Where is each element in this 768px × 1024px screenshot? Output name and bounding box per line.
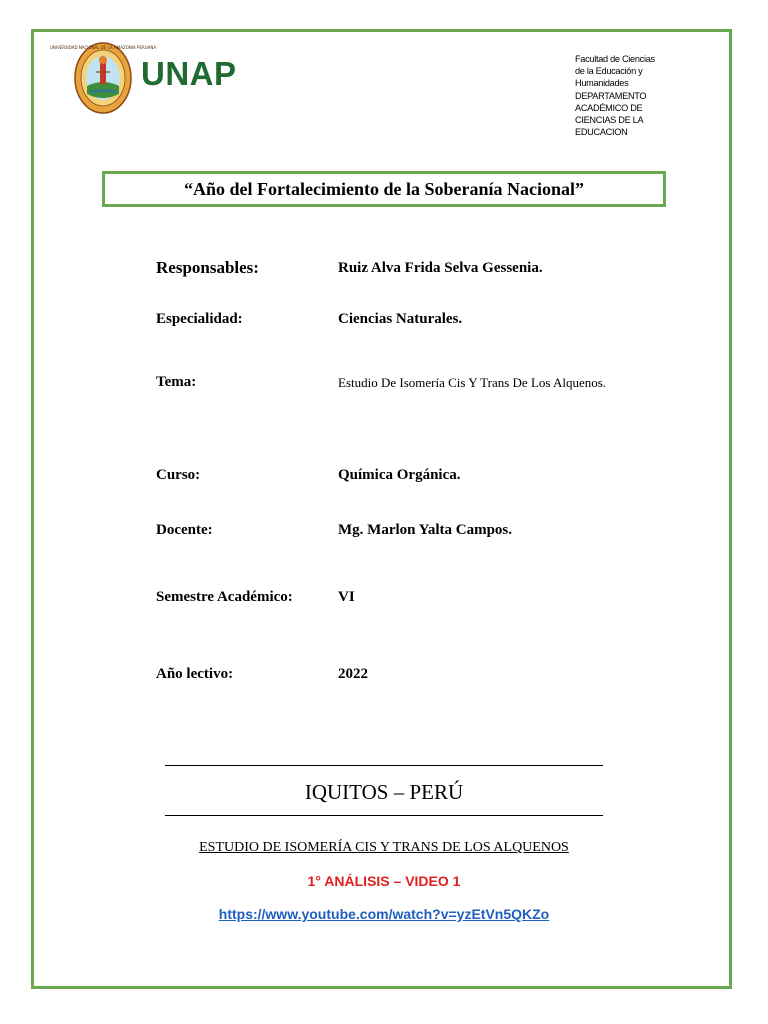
anio-lectivo-value: 2022	[338, 666, 368, 682]
faculty-line: de la Educación y	[575, 66, 643, 77]
faculty-line: CIENCIAS DE LA	[575, 115, 644, 126]
semestre-value: VI	[338, 589, 355, 605]
university-seal-icon	[49, 42, 157, 114]
tema-value: Estudio De Isomería Cis Y Trans De Los Alquenos.	[338, 375, 607, 390]
curso-label: Curso:	[156, 467, 201, 483]
city-title: IQUITOS – PERÚ	[304, 780, 464, 804]
responsables-label: Responsables:	[156, 258, 259, 277]
responsables-value: Ruiz Alva Frida Selva Gessenia.	[338, 260, 543, 276]
faculty-line: DEPARTAMENTO	[575, 90, 647, 101]
analysis-title: 1° ANÁLISIS – VIDEO 1	[307, 873, 461, 889]
especialidad-label: Especialidad:	[156, 311, 243, 327]
semestre-label: Semestre Académico:	[156, 589, 293, 605]
especialidad-value: Ciencias Naturales.	[338, 311, 463, 327]
video-link[interactable]	[0, 906, 768, 922]
docente-label: Docente:	[156, 522, 213, 538]
svg-text:UNIVERSIDAD NACIONAL DE LA AMA: UNIVERSIDAD NACIONAL DE LA AMAZONIA PERUANA	[49, 45, 157, 50]
subject-title	[0, 840, 768, 856]
motto-box: “Año del Fortalecimiento de la Soberanía Nacional”	[102, 171, 666, 207]
tema-label: Tema:	[156, 374, 197, 390]
faculty-line: Humanidades	[575, 78, 629, 89]
faculty-line: Facultad de Ciencias	[575, 54, 655, 64]
divider-bottom	[165, 815, 603, 816]
divider-top	[165, 765, 603, 766]
video-link-text[interactable]: https://www.youtube.com/watch?v=yzEtVn5QKZo	[218, 906, 550, 922]
docente-value: Mg. Marlon Yalta Campos.	[338, 522, 513, 538]
faculty-block	[575, 53, 695, 138]
brand-name: UNAP	[141, 55, 237, 92]
subject-title-text: ESTUDIO DE ISOMERÍA CIS Y TRANS DE LOS ALQUENOS	[199, 840, 569, 855]
curso-value: Química Orgánica.	[338, 467, 461, 483]
anio-lectivo-label: Año lectivo:	[156, 666, 234, 682]
faculty-line: EDUCACION	[575, 127, 628, 138]
faculty-line: ACADÉMICO DE	[575, 102, 643, 113]
